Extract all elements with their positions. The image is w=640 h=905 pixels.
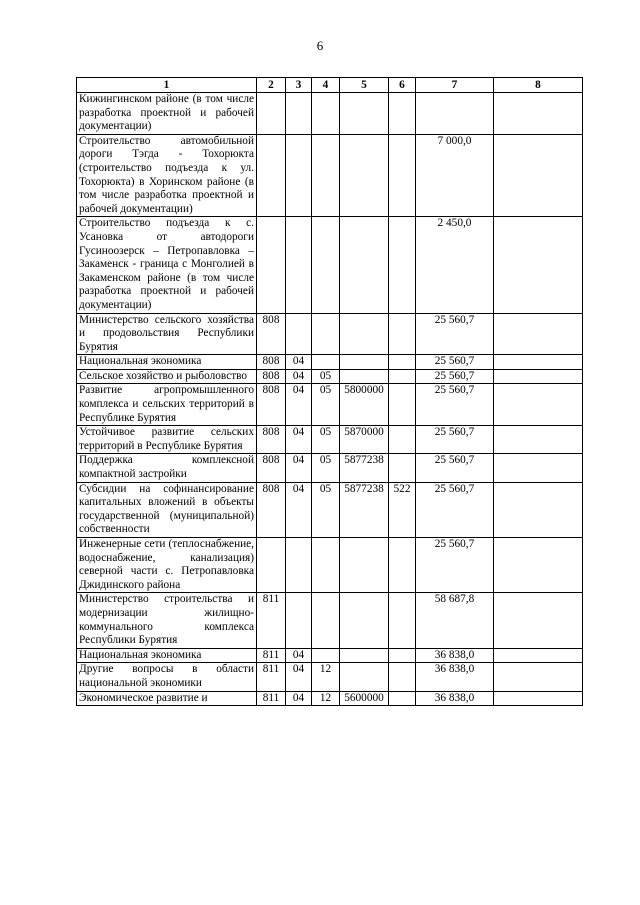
expense-type-code [389, 593, 416, 648]
amount: 25 560,7 [416, 426, 494, 454]
header-row [77, 78, 583, 93]
target-code [340, 663, 389, 691]
amount: 36 838,0 [416, 663, 494, 691]
section-code: 04 [286, 369, 312, 384]
ministry-code: 808 [257, 384, 286, 426]
table-row [77, 426, 583, 454]
subsection-code: 05 [312, 426, 340, 454]
target-code: 5870000 [340, 426, 389, 454]
section-code: 04 [286, 648, 312, 663]
item-name: Министерство сельского хозяйства и продовольствия Республики Бурятия [77, 313, 257, 355]
table-row [77, 355, 583, 370]
amount-col-8 [494, 454, 583, 482]
amount: 25 560,7 [416, 384, 494, 426]
ministry-code [257, 134, 286, 217]
subsection-code: 12 [312, 663, 340, 691]
amount-col-8 [494, 648, 583, 663]
subsection-code: 05 [312, 482, 340, 537]
expense-type-code [389, 663, 416, 691]
subsection-code [312, 313, 340, 355]
amount-col-8 [494, 313, 583, 355]
section-code: 04 [286, 426, 312, 454]
amount-col-8 [494, 538, 583, 593]
table-row [77, 217, 583, 313]
target-code [340, 593, 389, 648]
expense-type-code [389, 93, 416, 135]
table-row [77, 663, 583, 691]
item-name: Экономическое развитие и [77, 691, 257, 706]
subsection-code: 05 [312, 369, 340, 384]
budget-table [76, 77, 583, 706]
ministry-code: 811 [257, 648, 286, 663]
expense-type-code [389, 355, 416, 370]
section-code [286, 313, 312, 355]
section-code: 04 [286, 691, 312, 706]
item-name: Устойчивое развитие сельских территорий в Республике Бурятия [77, 426, 257, 454]
ministry-code: 811 [257, 691, 286, 706]
ministry-code: 808 [257, 426, 286, 454]
table-row [77, 538, 583, 593]
header-cell: 3 [286, 78, 312, 93]
item-name: Министерство строительства и модернизации жилищно-коммунального комплекса Республики Бурятия [77, 593, 257, 648]
section-code [286, 538, 312, 593]
amount: 25 560,7 [416, 454, 494, 482]
expense-type-code [389, 454, 416, 482]
header-cell: 6 [389, 78, 416, 93]
expense-type-code [389, 691, 416, 706]
ministry-code [257, 93, 286, 135]
amount-col-8 [494, 593, 583, 648]
expense-type-code [389, 538, 416, 593]
amount [416, 93, 494, 135]
amount-col-8 [494, 482, 583, 537]
amount: 2 450,0 [416, 217, 494, 313]
amount: 25 560,7 [416, 538, 494, 593]
section-code: 04 [286, 482, 312, 537]
target-code [340, 313, 389, 355]
expense-type-code [389, 369, 416, 384]
subsection-code: 12 [312, 691, 340, 706]
amount-col-8 [494, 355, 583, 370]
table-row [77, 648, 583, 663]
ministry-code: 808 [257, 369, 286, 384]
target-code: 5800000 [340, 384, 389, 426]
table-row [77, 384, 583, 426]
table-row [77, 454, 583, 482]
ministry-code: 811 [257, 663, 286, 691]
amount: 25 560,7 [416, 355, 494, 370]
table-row [77, 134, 583, 217]
item-name: Строительство подъезда к с. Усановка от автодороги Гусиноозерск – Петропавловка – Закаменск - граница с Монголией в Закаменском районе (в том числе разработка проектной и рабочей документации) [77, 217, 257, 313]
amount-col-8 [494, 691, 583, 706]
expense-type-code: 522 [389, 482, 416, 537]
subsection-code: 05 [312, 454, 340, 482]
item-name: Сельское хозяйство и рыболовство [77, 369, 257, 384]
target-code [340, 355, 389, 370]
item-name: Развитие агропромышленного комплекса и сельских территорий в Республике Бурятия [77, 384, 257, 426]
target-code [340, 369, 389, 384]
section-code [286, 593, 312, 648]
target-code: 5877238 [340, 454, 389, 482]
expense-type-code [389, 313, 416, 355]
amount-col-8 [494, 369, 583, 384]
ministry-code [257, 217, 286, 313]
subsection-code [312, 593, 340, 648]
ministry-code: 808 [257, 482, 286, 537]
expense-type-code [389, 134, 416, 217]
item-name: Субсидии на софинансирование капитальных вложений в объекты государственной (муниципальной) собственности [77, 482, 257, 537]
target-code: 5600000 [340, 691, 389, 706]
amount-col-8 [494, 93, 583, 135]
amount-col-8 [494, 426, 583, 454]
amount: 7 000,0 [416, 134, 494, 217]
header-cell: 5 [340, 78, 389, 93]
amount: 25 560,7 [416, 482, 494, 537]
item-name: Кижингинском районе (в том числе разработка проектной и рабочей документации) [77, 93, 257, 135]
subsection-code [312, 355, 340, 370]
item-name: Инженерные сети (теплоснабжение, водоснабжение, канализация) северной части с. Петропавловка Джидинского района [77, 538, 257, 593]
amount-col-8 [494, 134, 583, 217]
amount: 25 560,7 [416, 313, 494, 355]
subsection-code [312, 217, 340, 313]
item-name: Поддержка комплексной компактной застройки [77, 454, 257, 482]
page-number: 6 [316, 38, 324, 53]
amount: 36 838,0 [416, 648, 494, 663]
ministry-code: 808 [257, 355, 286, 370]
target-code [340, 134, 389, 217]
item-name: Национальная экономика [77, 648, 257, 663]
amount-col-8 [494, 384, 583, 426]
header-cell: 8 [494, 78, 583, 93]
ministry-code: 808 [257, 313, 286, 355]
section-code: 04 [286, 384, 312, 426]
target-code [340, 538, 389, 593]
section-code [286, 217, 312, 313]
target-code [340, 217, 389, 313]
header-cell: 7 [416, 78, 494, 93]
expense-type-code [389, 648, 416, 663]
amount: 36 838,0 [416, 691, 494, 706]
ministry-code: 811 [257, 593, 286, 648]
section-code [286, 93, 312, 135]
table-row [77, 313, 583, 355]
subsection-code [312, 538, 340, 593]
table-row [77, 593, 583, 648]
table-row [77, 482, 583, 537]
target-code: 5877238 [340, 482, 389, 537]
amount-col-8 [494, 663, 583, 691]
target-code [340, 93, 389, 135]
amount: 58 687,8 [416, 593, 494, 648]
expense-type-code [389, 426, 416, 454]
ministry-code [257, 538, 286, 593]
header-cell: 4 [312, 78, 340, 93]
subsection-code [312, 93, 340, 135]
subsection-code [312, 648, 340, 663]
amount: 25 560,7 [416, 369, 494, 384]
expense-type-code [389, 384, 416, 426]
section-code: 04 [286, 355, 312, 370]
header-cell: 1 [77, 78, 257, 93]
table-row [77, 93, 583, 135]
item-name: Строительство автомобильной дороги Тэгда - Тохорюкта (строительство подъезда к ул. Тохорюкта) в Хоринском районе (в том числе разработка проектной и рабочей документации) [77, 134, 257, 217]
table-row [77, 369, 583, 384]
item-name: Национальная экономика [77, 355, 257, 370]
item-name: Другие вопросы в области национальной экономики [77, 663, 257, 691]
ministry-code: 808 [257, 454, 286, 482]
section-code: 04 [286, 454, 312, 482]
section-code: 04 [286, 663, 312, 691]
header-cell: 2 [257, 78, 286, 93]
subsection-code: 05 [312, 384, 340, 426]
expense-type-code [389, 217, 416, 313]
section-code [286, 134, 312, 217]
table-row [77, 691, 583, 706]
amount-col-8 [494, 217, 583, 313]
subsection-code [312, 134, 340, 217]
target-code [340, 648, 389, 663]
